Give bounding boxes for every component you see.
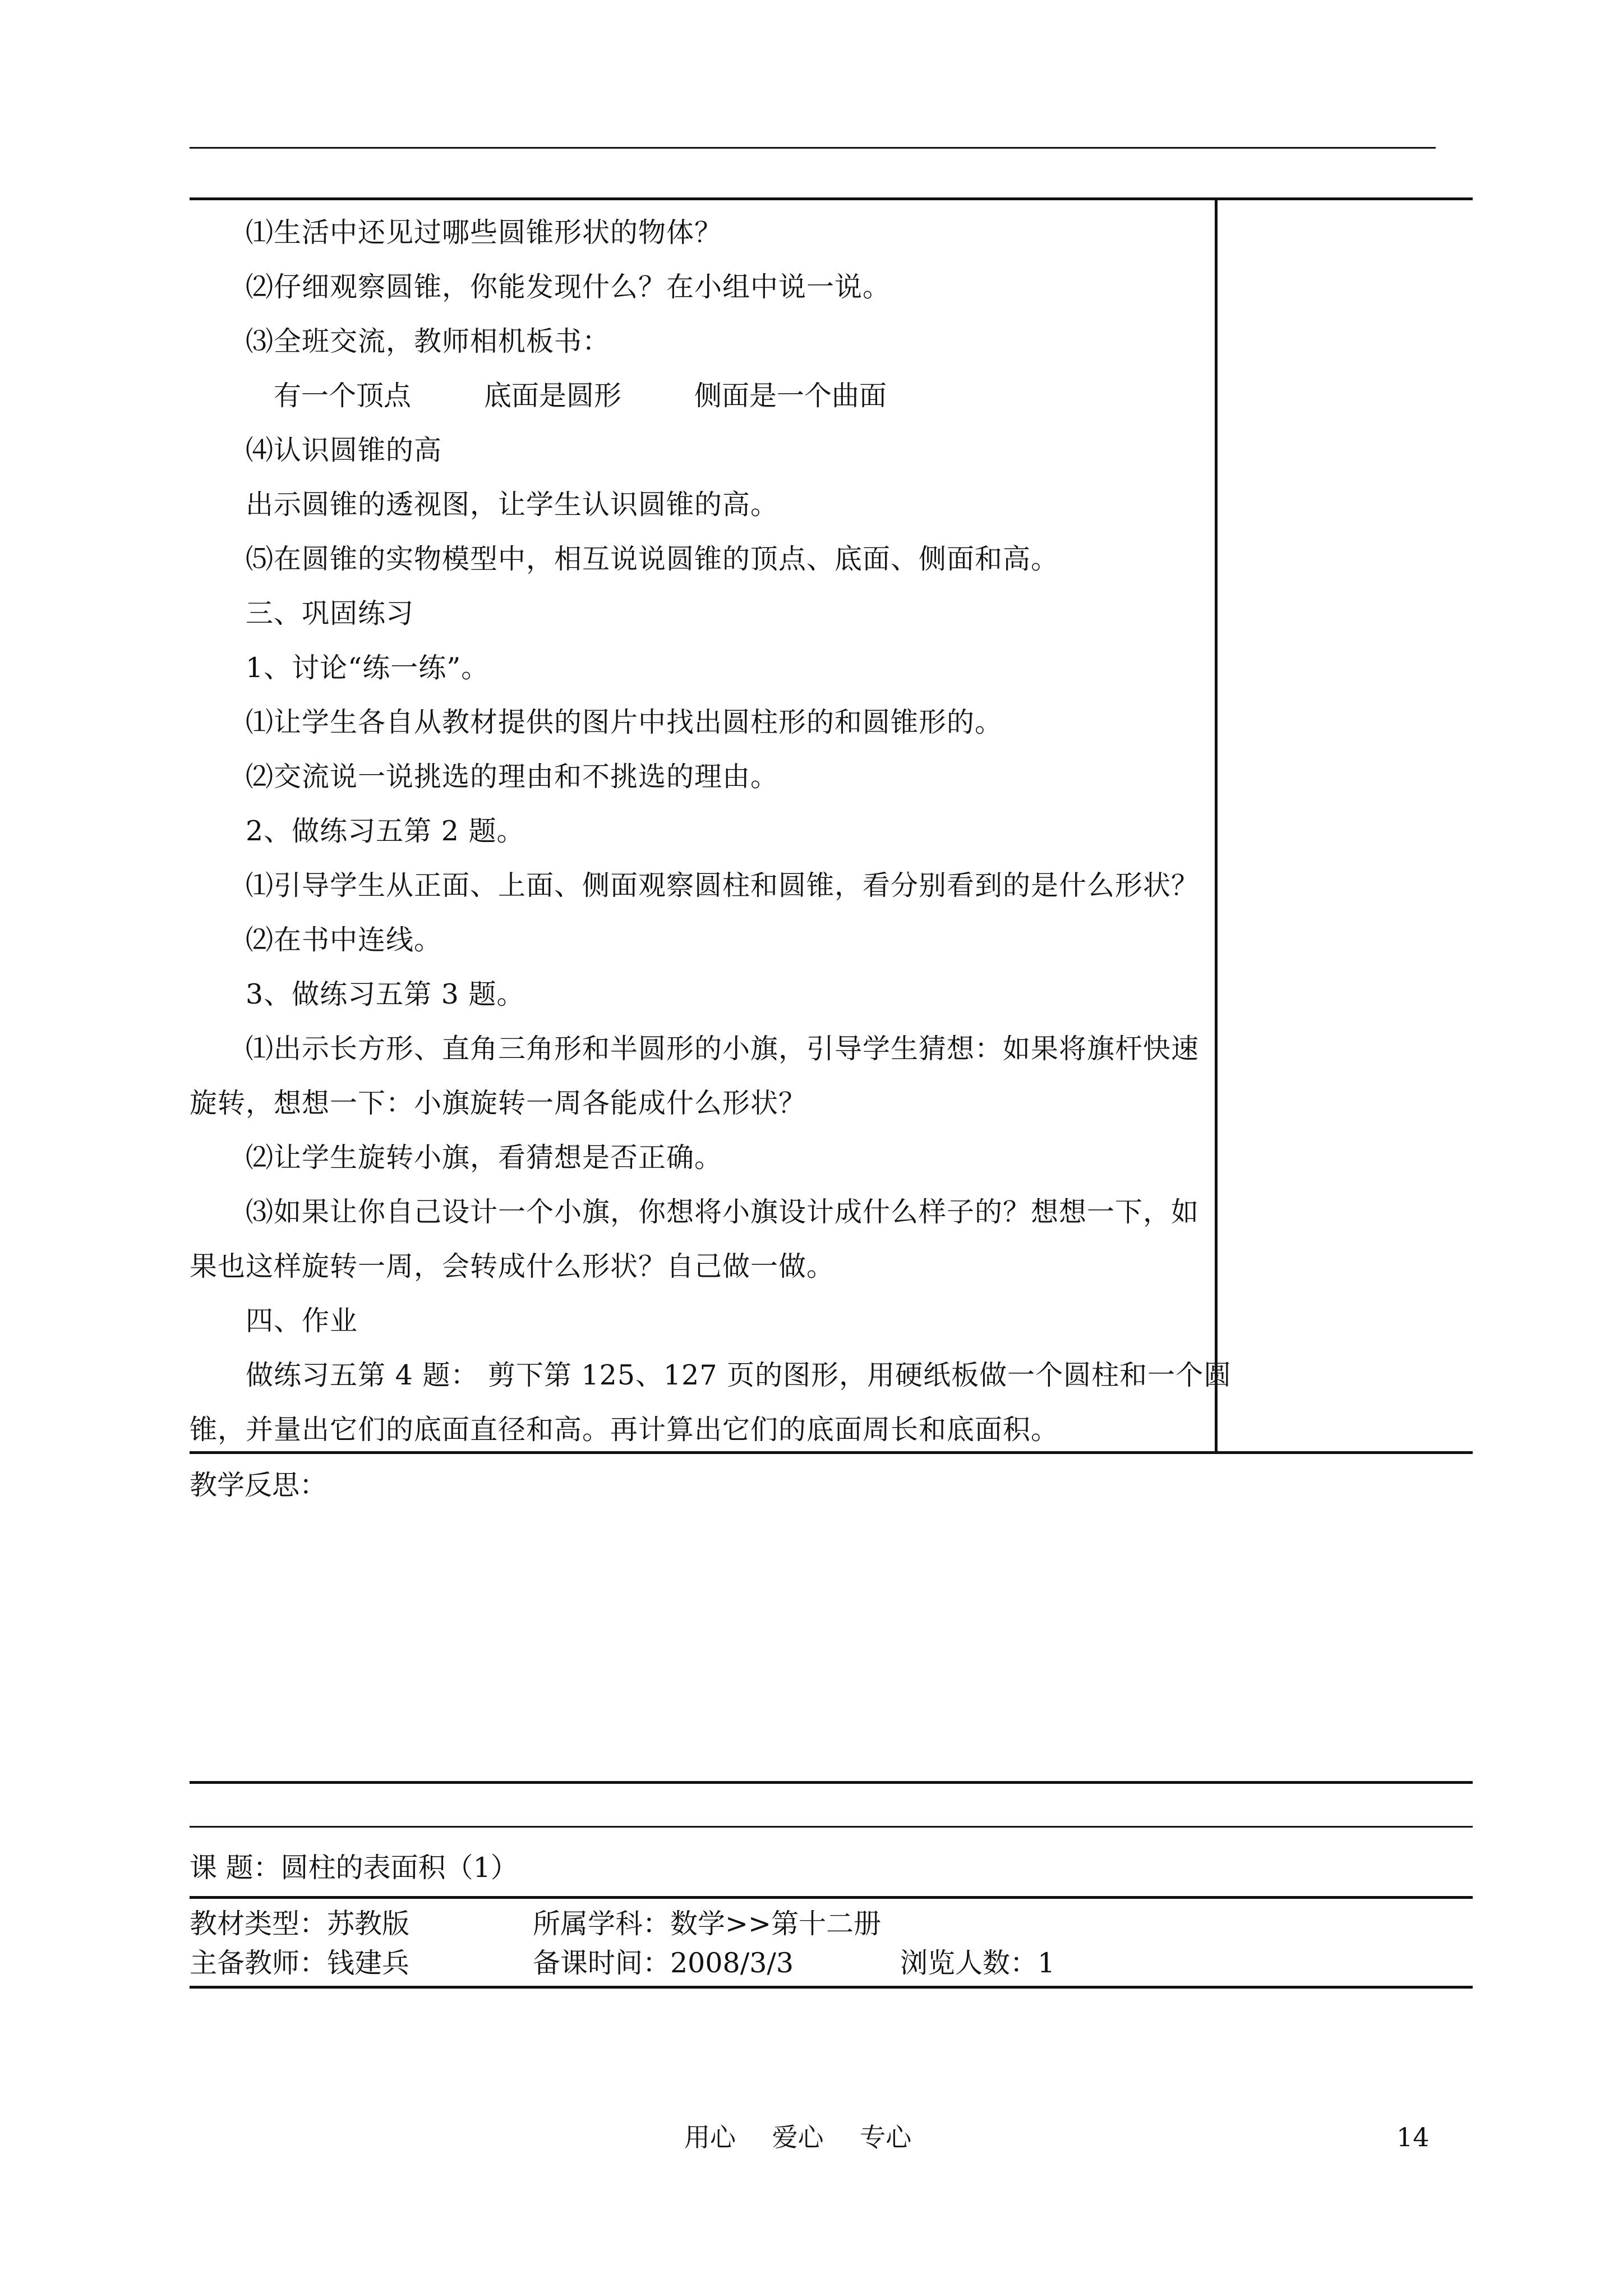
- content-line: ⑵交流说一说挑选的理由和不挑选的理由。: [246, 761, 779, 793]
- table-column-divider: [1215, 200, 1218, 1451]
- board-point: 有一个顶点: [274, 380, 412, 412]
- section-heading: 四、作业: [246, 1305, 358, 1337]
- content-line: ⑷认识圆锥的高: [246, 434, 442, 466]
- content-line: ⑵仔细观察圆锥，你能发现什么？在小组中说一说。: [246, 271, 891, 303]
- lesson-table: [190, 197, 1473, 1454]
- content-line: 锥，并量出它们的底面直径和高。再计算出它们的底面周长和底面积。: [190, 1414, 1059, 1446]
- section-rule: [190, 1781, 1473, 1784]
- content-line: 果也这样旋转一周，会转成什么形状？自己做一做。: [190, 1250, 835, 1282]
- content-line: ⑴引导学生从正面、上面、侧面观察圆柱和圆锥，看分别看到的是什么形状？: [246, 869, 1200, 901]
- page-number: 14: [1396, 2122, 1430, 2152]
- content-line: 3、做练习五第 3 题。: [246, 978, 525, 1010]
- content-line: ⑴生活中还见过哪些圆锥形状的物体？: [246, 217, 723, 249]
- material-type: 教材类型：苏教版: [190, 1908, 410, 1940]
- lesson-title: 课 题：圆柱的表面积（1）: [190, 1852, 518, 1884]
- content-line: 出示圆锥的透视图，让学生认识圆锥的高。: [246, 489, 779, 521]
- page-footer: [0, 2120, 1623, 2154]
- content-line: ⑸在圆锥的实物模型中，相互说说圆锥的顶点、底面、侧面和高。: [246, 543, 1059, 575]
- teaching-reflection-label: 教学反思：: [190, 1469, 328, 1501]
- section-rule: [190, 1826, 1473, 1828]
- content-line: 做练习五第 4 题： 剪下第 125、127 页的图形，用硬纸板做一个圆柱和一个圆: [246, 1359, 1232, 1391]
- content-line: ⑵让学生旋转小旗，看猜想是否正确。: [246, 1142, 723, 1174]
- content-line: ⑴出示长方形、直角三角形和半圆形的小旗，引导学生猜想：如果将旗杆快速: [246, 1033, 1200, 1065]
- content-line: ⑶如果让你自己设计一个小旗，你想将小旗设计成什么样子的？想想一下，如: [246, 1196, 1200, 1228]
- header-rule: [190, 147, 1436, 149]
- board-point: 底面是圆形: [484, 380, 622, 412]
- lead-teacher: 主备教师：钱建兵: [190, 1947, 410, 1979]
- section-heading: 三、巩固练习: [246, 597, 414, 629]
- subject: 所属学科：数学>>第十二册: [533, 1908, 882, 1940]
- content-line: 旋转，想想一下：小旗旋转一周各能成什么形状？: [190, 1087, 807, 1119]
- prep-time: 备课时间：2008/3/3: [533, 1947, 794, 1979]
- content-line: ⑶全班交流，教师相机板书：: [246, 325, 611, 357]
- board-point: 侧面是一个曲面: [694, 380, 887, 412]
- board-points: [274, 379, 960, 413]
- content-line: 1、讨论“练一练”。: [246, 652, 490, 684]
- footer-motto: 用心 爱心 专心: [684, 2122, 912, 2152]
- section-rule: [190, 1896, 1473, 1899]
- view-count: 浏览人数：1: [900, 1947, 1055, 1979]
- content-line: 2、做练习五第 2 题。: [246, 815, 525, 847]
- content-line: ⑴让学生各自从教材提供的图片中找出圆柱形的和圆锥形的。: [246, 706, 1003, 738]
- section-rule: [190, 1986, 1473, 1989]
- content-line: ⑵在书中连线。: [246, 924, 442, 956]
